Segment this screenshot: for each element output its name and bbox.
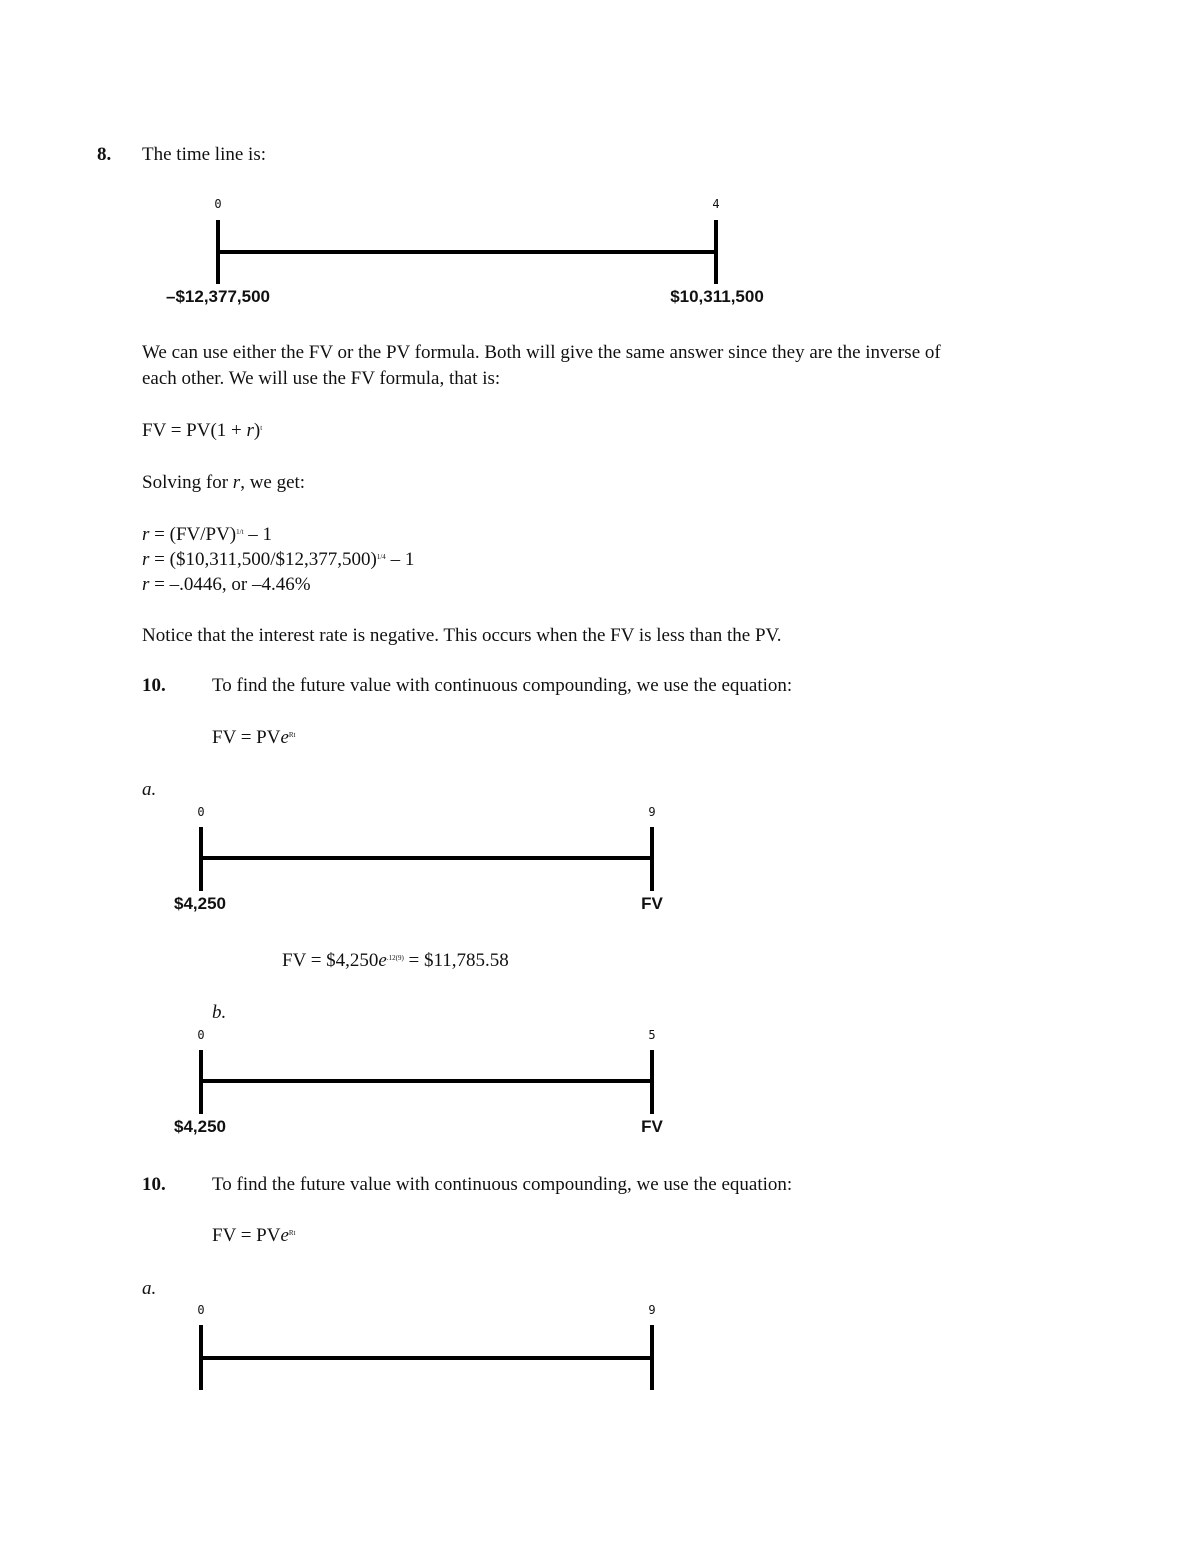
timeline-axis bbox=[218, 250, 716, 254]
timeline-end-cashflow: FV bbox=[641, 1117, 663, 1136]
formula-exponent: t bbox=[260, 424, 263, 432]
formula-variable: r bbox=[246, 420, 254, 441]
equation-line bbox=[142, 549, 414, 571]
timeline-start-period: 0 bbox=[197, 1303, 205, 1317]
notice-text: Notice that the interest rate is negative. This occurs when the FV is less than the PV. bbox=[142, 625, 782, 646]
result-e: e bbox=[378, 950, 387, 971]
timeline-start-period: 0 bbox=[197, 1028, 205, 1042]
solving-variable: r bbox=[232, 472, 241, 493]
continuous-formula bbox=[212, 727, 296, 749]
equation-variable: r bbox=[142, 524, 150, 545]
formula-text: FV = PV(1 + bbox=[142, 420, 247, 441]
formula-text: ) bbox=[253, 420, 261, 441]
part-a-label: a. bbox=[142, 779, 157, 800]
solving-text: , we get: bbox=[240, 472, 306, 493]
equation-variable: r bbox=[142, 549, 150, 570]
formula-exponent: Rt bbox=[288, 731, 296, 739]
equation-exponent: 1/4 bbox=[376, 553, 386, 561]
timeline-end-cashflow: FV bbox=[641, 894, 663, 913]
continuous-formula bbox=[212, 1225, 296, 1247]
formula-text: FV = PV bbox=[212, 727, 281, 748]
timeline-end-period: 4 bbox=[712, 197, 720, 211]
problem-10-number: 10. bbox=[142, 1174, 166, 1195]
problem-10-intro: To find the future value with continuous compounding, we use the equation: bbox=[212, 675, 793, 696]
solving-line bbox=[142, 472, 305, 494]
timeline-start-period: 0 bbox=[197, 805, 205, 819]
equation-variable: r bbox=[142, 574, 150, 595]
timeline-end-period: 9 bbox=[648, 805, 656, 819]
result-text: FV = $4,250 bbox=[282, 950, 379, 971]
part-a-result bbox=[282, 950, 509, 972]
problem-10-intro: To find the future value with continuous compounding, we use the equation: bbox=[212, 1174, 793, 1195]
formula-e: e bbox=[280, 727, 289, 748]
timeline-start-period: 0 bbox=[214, 197, 222, 211]
formula-text: FV = PV bbox=[212, 1225, 281, 1246]
timeline-end-period: 5 bbox=[648, 1028, 656, 1042]
part-b-label: b. bbox=[212, 1002, 227, 1023]
timeline-axis bbox=[201, 1356, 652, 1360]
timeline-end-period: 9 bbox=[648, 1303, 656, 1317]
paragraph-line: each other. We will use the FV formula, that is: bbox=[142, 368, 501, 389]
problem-8-intro: The time line is: bbox=[142, 144, 267, 165]
timeline-axis bbox=[201, 856, 652, 860]
formula-exponent: Rt bbox=[288, 1229, 296, 1237]
equation-exponent: 1/t bbox=[236, 528, 244, 536]
timeline-start-cashflow: $4,250 bbox=[174, 1117, 226, 1136]
timeline-start-cashflow: –$12,377,500 bbox=[166, 287, 270, 306]
part-a-label: a. bbox=[142, 1278, 157, 1299]
problem-8-number: 8. bbox=[97, 144, 112, 165]
timeline-end-cashflow: $10,311,500 bbox=[670, 287, 764, 306]
paragraph-line: We can use either the FV or the PV formula. Both will give the same answer since they are the inverse of bbox=[142, 342, 941, 363]
result-exponent: .12(9) bbox=[386, 954, 404, 962]
equation-text: – 1 bbox=[385, 549, 415, 570]
solving-text: Solving for bbox=[142, 472, 233, 493]
problem-10-number: 10. bbox=[142, 675, 166, 696]
timeline-start-cashflow: $4,250 bbox=[174, 894, 226, 913]
equation-text: = (FV/PV) bbox=[149, 524, 237, 545]
timeline-axis bbox=[201, 1079, 652, 1083]
result-text: = $11,785.58 bbox=[403, 950, 509, 971]
equation-text: = –.0446, or –4.46% bbox=[149, 574, 311, 595]
equation-line bbox=[142, 524, 272, 546]
equation-text: = ($10,311,500/$12,377,500) bbox=[149, 549, 377, 570]
equation-text: – 1 bbox=[243, 524, 273, 545]
fv-formula bbox=[142, 420, 262, 442]
formula-e: e bbox=[280, 1225, 289, 1246]
equation-line bbox=[142, 574, 311, 596]
